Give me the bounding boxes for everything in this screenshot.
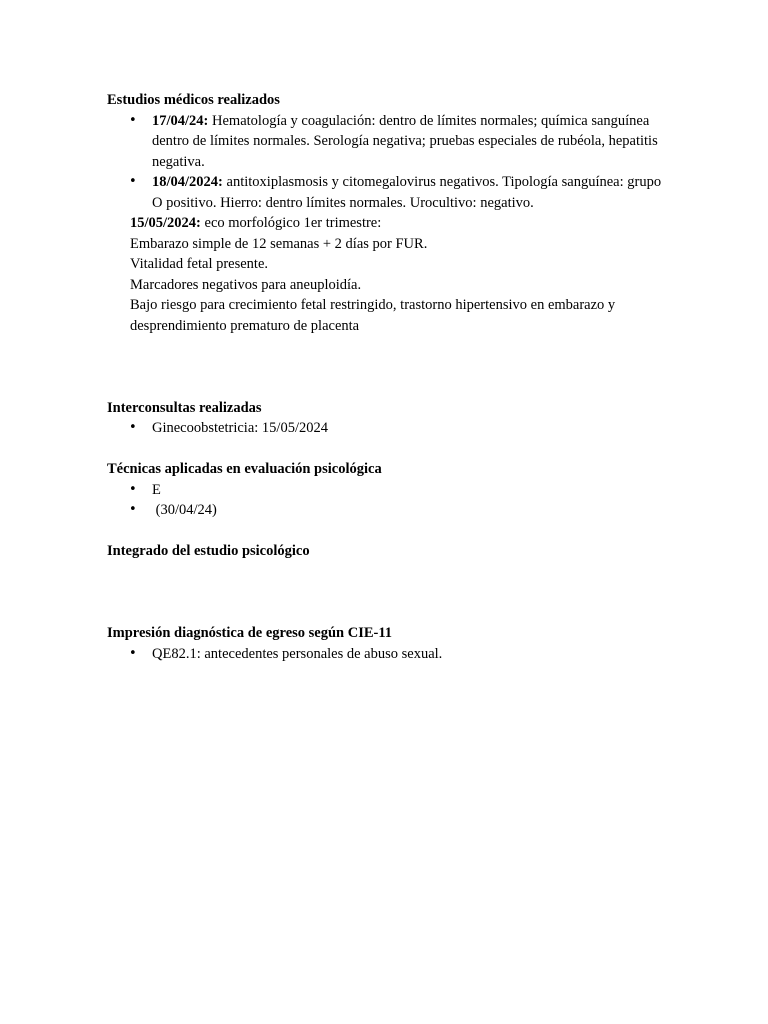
eco-line: Vitalidad fetal presente. [130, 256, 269, 272]
bullet-icon: • [129, 481, 137, 497]
impresion-list [107, 644, 667, 665]
tecnicas-section [107, 459, 667, 521]
impresion-section [107, 623, 667, 664]
eco-line: Marcadores negativos para aneuploidía. [130, 276, 362, 293]
interconsultas-list [107, 418, 667, 439]
list-item [107, 480, 667, 501]
interconsultas-heading: Interconsultas realizadas [107, 399, 262, 416]
eco-block [107, 213, 667, 336]
list-item [107, 418, 667, 439]
item-text: (30/04/24) [152, 502, 217, 518]
impresion-heading: Impresión diagnóstica de egreso según CIE-11 [107, 625, 393, 641]
integrado-heading: Integrado del estudio psicológico [107, 543, 310, 559]
integrado-section [107, 541, 667, 562]
bullet-icon: • [129, 420, 137, 435]
item-text: Hematología y coagulación: dentro de límites normales; química sanguínea dentro de límites normales. Serología negativa; pruebas especiales de rubéola, hepatitis negativa. [152, 112, 658, 170]
document-page [107, 90, 667, 664]
estudios-heading: Estudios médicos realizados [107, 92, 280, 108]
list-item [107, 644, 667, 665]
tecnicas-list [107, 480, 667, 521]
list-item [107, 172, 667, 213]
bullet-icon: • [129, 502, 137, 517]
eco-date: 15/05/2024: [130, 215, 201, 231]
list-item [107, 500, 667, 521]
item-date: 17/04/24: [152, 112, 209, 129]
spacer [107, 439, 667, 460]
estudios-section [107, 90, 667, 336]
item-text: QE82.1: antecedentes personales de abuso sexual. [152, 645, 443, 662]
bullet-icon: • [129, 174, 137, 189]
eco-line: Bajo riesgo para crecimiento fetal restringido, trastorno hipertensivo en embarazo y desprendimiento prematuro de placenta [130, 297, 616, 334]
eco-title: eco morfológico 1er trimestre: [200, 215, 382, 231]
bullet-icon: • [129, 112, 137, 128]
spacer [107, 336, 667, 398]
spacer [107, 562, 667, 624]
item-text: Ginecoobstetricia: 15/05/2024 [152, 420, 328, 436]
spacer [107, 521, 667, 542]
bullet-icon: • [129, 645, 137, 661]
eco-line: Embarazo simple de 12 semanas + 2 días por FUR. [130, 235, 428, 252]
item-text: antitoxiplasmosis y citomegalovirus negativos. Tipología sanguínea: grupo O positivo. Hierro: dentro límites normales. Urocultivo: negativo. [152, 174, 662, 211]
item-date: 18/04/2024: [152, 174, 223, 190]
item-text: E [152, 481, 161, 498]
tecnicas-heading: Técnicas aplicadas en evaluación psicológica [107, 461, 382, 477]
list-item [107, 111, 667, 173]
interconsultas-section [107, 398, 667, 439]
eco-title-line [130, 213, 667, 234]
estudios-list [107, 111, 667, 214]
